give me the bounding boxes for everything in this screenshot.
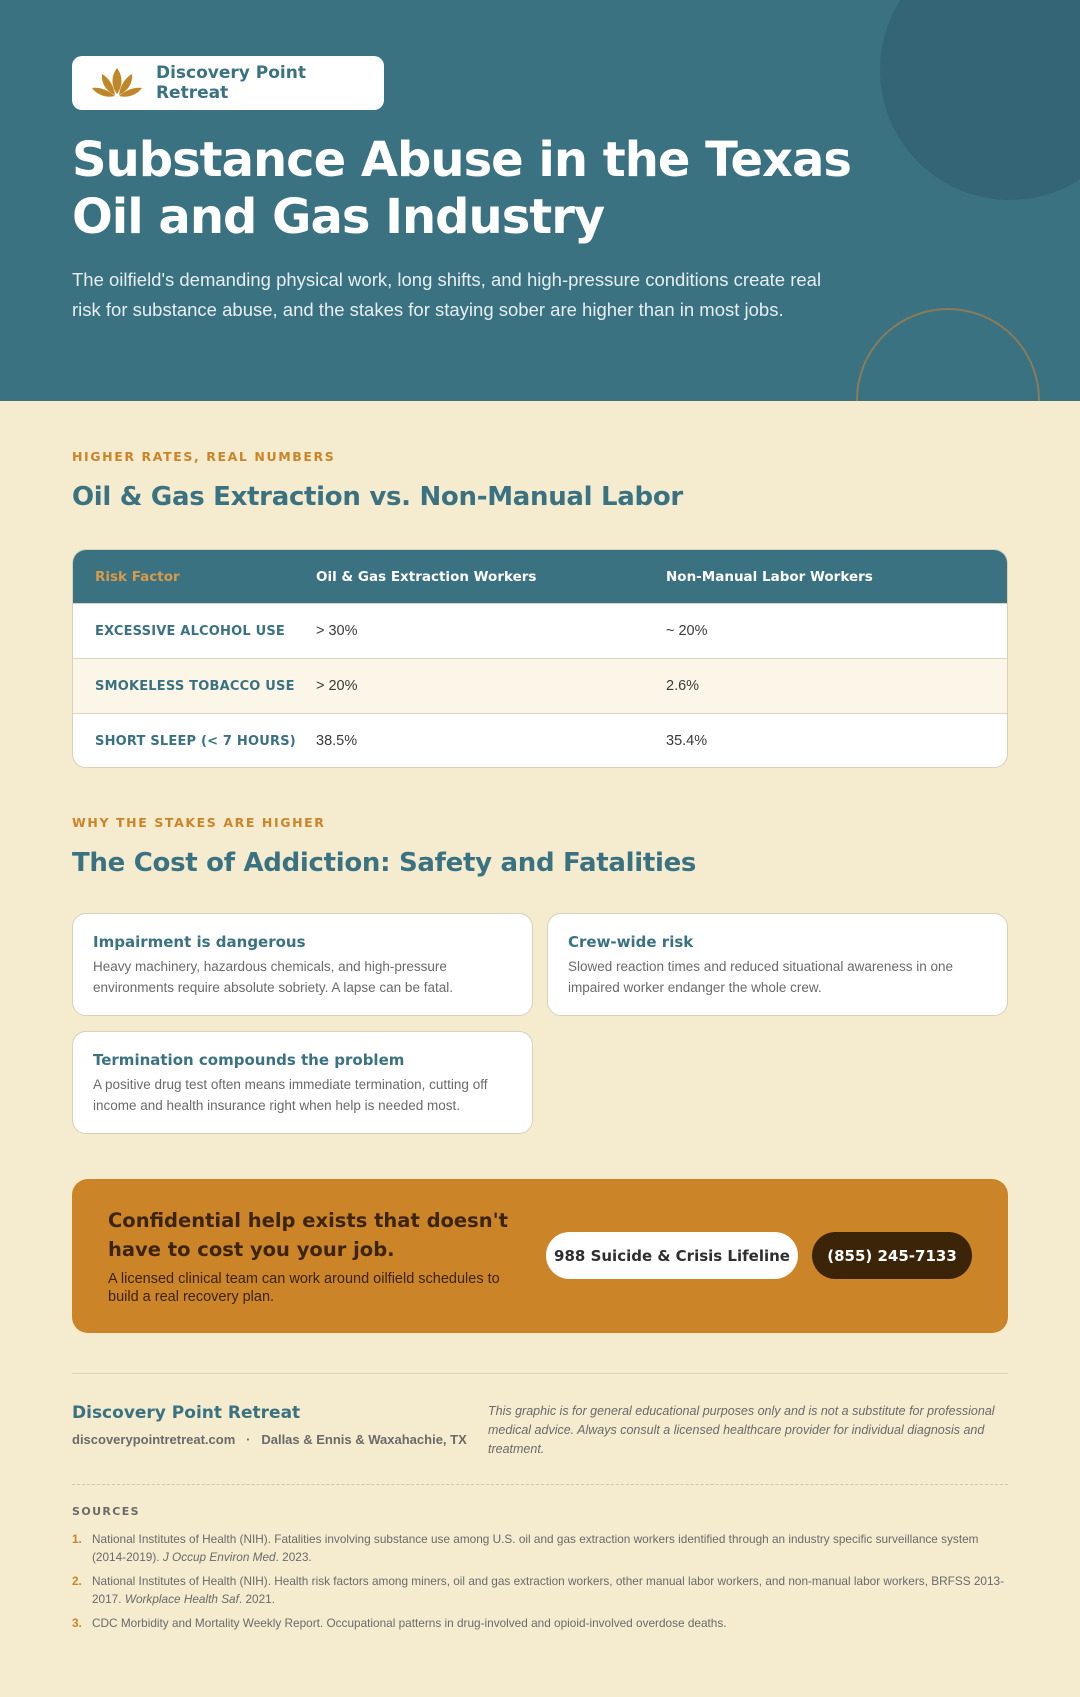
table-cell-factor: SMOKELESS TOBACCO USE xyxy=(95,678,295,694)
table-header-oil-gas: Oil & Gas Extraction Workers xyxy=(316,568,537,585)
source-text: CDC Morbidity and Mortality Weekly Report. Occupational patterns in drug-involved and opioid-involved overdose deaths. xyxy=(92,1616,727,1630)
website-link[interactable]: discoverypointretreat.com xyxy=(72,1432,236,1447)
source-journal: Workplace Health Saf xyxy=(124,1592,239,1606)
comparison-table xyxy=(72,549,1008,768)
table-cell-factor: SHORT SLEEP (< 7 HOURS) xyxy=(95,733,296,749)
list-item xyxy=(72,1614,1008,1632)
sources-divider xyxy=(72,1484,1008,1485)
sources-heading: SOURCES xyxy=(72,1505,140,1518)
meta-separator: · xyxy=(246,1432,251,1447)
source-journal: J Occup Environ Med xyxy=(162,1550,276,1564)
card-text: Heavy machinery, hazardous chemicals, and high-pressure environments require absolute sobriety. A lapse can be fatal. xyxy=(93,959,453,995)
decorative-ring xyxy=(856,308,1040,401)
help-callout xyxy=(72,1179,1008,1333)
rates-eyebrow: HIGHER RATES, REAL NUMBERS xyxy=(72,449,336,464)
page-subtitle: The oilfield's demanding physical work, long shifts, and high-pressure conditions create real risk for substance abuse, and the stakes for staying sober are higher than in most jobs. xyxy=(72,269,822,320)
table-cell-oil-gas: > 30% xyxy=(316,623,358,639)
footer-contact xyxy=(72,1432,472,1447)
table-cell-factor: EXCESSIVE ALCOHOL USE xyxy=(95,623,285,639)
card-title: Termination compounds the problem xyxy=(93,1051,405,1069)
locations-text: Dallas & Ennis & Waxahachie, TX xyxy=(261,1432,467,1447)
card-text: Slowed reaction times and reduced situational awareness in one impaired worker endanger the whole crew. xyxy=(568,959,953,995)
source-text: National Institutes of Health (NIH). Fatalities involving substance use among U.S. oil and gas extraction workers identified through an industry specific surveillance system (2014-2019). J Occup Environ Med. 2023. xyxy=(92,1532,979,1564)
brand-name: Discovery Point Retreat xyxy=(155,63,306,103)
call-phone-button[interactable]: (855) 245-7133 xyxy=(812,1232,972,1279)
footer-divider xyxy=(72,1373,1008,1374)
table-header-non-manual: Non-Manual Labor Workers xyxy=(666,568,873,585)
sources-list xyxy=(72,1530,1008,1638)
crisis-lifeline-button[interactable]: 988 Suicide & Crisis Lifeline xyxy=(546,1232,798,1279)
card-text: A positive drug test often means immediate termination, cutting off income and health insurance right when help is needed most. xyxy=(93,1077,488,1113)
brand-logo-badge[interactable] xyxy=(72,56,384,110)
source-text: National Institutes of Health (NIH). Health risk factors among miners, oil and gas extraction workers, other manual labor workers, and non-manual labor workers, BRFSS 2013-2017. Workplace Health Saf. 2021. xyxy=(92,1574,1005,1606)
info-card-impairment xyxy=(72,913,533,1016)
table-row xyxy=(73,603,1007,658)
footer-brand-name: Discovery Point Retreat xyxy=(72,1403,301,1423)
table-header-risk-factor: Risk Factor xyxy=(95,568,180,585)
page-title: Substance Abuse in the Texas Oil and Gas Industry xyxy=(72,132,851,245)
source-number: 3. xyxy=(72,1616,82,1630)
rates-title: Oil & Gas Extraction vs. Non-Manual Labor xyxy=(72,482,683,512)
table-cell-oil-gas: > 20% xyxy=(316,678,358,694)
stakes-eyebrow: WHY THE STAKES ARE HIGHER xyxy=(72,815,326,830)
info-card-crew-risk xyxy=(547,913,1008,1016)
table-cell-non-manual: 35.4% xyxy=(666,733,708,749)
card-title: Impairment is dangerous xyxy=(93,933,306,951)
list-item xyxy=(72,1572,1008,1608)
decorative-circle xyxy=(880,0,1080,200)
disclaimer-text: This graphic is for general educational purposes only and is not a substitute for professional medical advice. Always consult a licensed healthcare provider for individual diagnosis and treatment. xyxy=(488,1404,995,1456)
table-cell-non-manual: ~ 20% xyxy=(666,623,708,639)
lotus-icon xyxy=(90,66,144,100)
info-card-termination xyxy=(72,1031,533,1134)
card-title: Crew-wide risk xyxy=(568,933,694,951)
source-number: 2. xyxy=(72,1574,82,1588)
table-header-row xyxy=(73,550,1007,603)
hero-banner xyxy=(0,0,1080,401)
list-item xyxy=(72,1530,1008,1566)
callout-title: Confidential help exists that doesn't have to cost you your job. xyxy=(108,1209,508,1261)
table-row xyxy=(73,658,1007,713)
source-number: 1. xyxy=(72,1532,82,1546)
stakes-title: The Cost of Addiction: Safety and Fatalities xyxy=(72,848,697,878)
table-cell-non-manual: 2.6% xyxy=(666,678,700,694)
table-row xyxy=(73,713,1007,768)
table-cell-oil-gas: 38.5% xyxy=(316,733,358,749)
callout-subtitle: A licensed clinical team can work around oilfield schedules to build a real recovery plan. xyxy=(108,1271,500,1305)
